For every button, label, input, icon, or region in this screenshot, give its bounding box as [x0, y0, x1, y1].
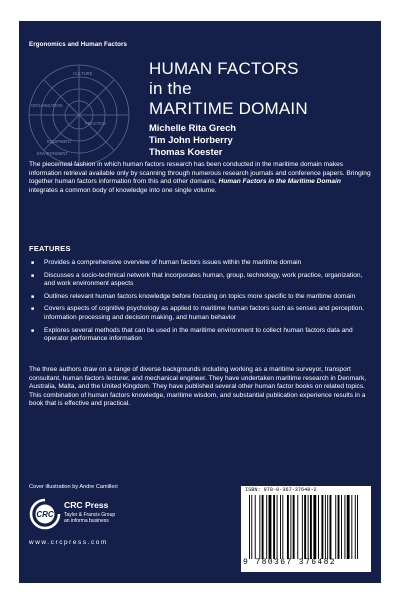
- publisher-subtitle: [64, 512, 115, 525]
- intro-text-before: The piecemeal fashion in which human factors research has been conducted in the maritime domain makes information retrieval available only by scanning through numerous research journals and conference papers. Bringing together human factors information from this and other domains,: [29, 161, 371, 186]
- feature-item: ■ Covers aspects of cognitive psychology as applied to maritime human factors such as senses and perception, information processing and decision making, and human behavior: [29, 305, 371, 322]
- intro-book-title: Human Factors in the Maritime Domain: [218, 178, 341, 186]
- intro-paragraph: [29, 161, 371, 195]
- diagram-label-culture: CULTURE: [73, 71, 93, 76]
- socio-technical-diagram: [23, 59, 135, 171]
- diagram-label-environment: ENVIRONMENT: [37, 151, 68, 156]
- feature-item: ■ Discusses a socio-technical network that incorporates human, group, technology, work practice, organization, and work environment aspects: [29, 272, 371, 289]
- features-list: [29, 259, 371, 348]
- author-3: Thomas Koester: [149, 146, 223, 157]
- author-2: Tim John Horberry: [149, 134, 233, 145]
- author-1: Michelle Rita Grech: [149, 122, 237, 133]
- authors: [149, 122, 236, 158]
- barcode-digits: 9 780367 376482: [243, 558, 337, 567]
- diagram-label-equipment: EQUIPMENT: [47, 139, 72, 144]
- crc-press-logo-icon: [28, 497, 62, 531]
- diagram-label-organization: ORGANIZATION: [31, 103, 63, 108]
- isbn-barcode: [241, 486, 371, 572]
- crc-logo-text: CRC: [36, 510, 54, 519]
- feature-item: ■ Explores several methods that can be used in the maritime environment to collect human factors data and operator performance information: [29, 327, 371, 344]
- diagram-label-practice: PRACTICE: [85, 121, 107, 126]
- title-line-1: HUMAN FACTORS: [149, 59, 299, 78]
- title-line-3: MARITIME DOMAIN: [149, 99, 308, 118]
- publisher-line-1: Taylor & Francis Group: [64, 512, 116, 518]
- publisher-url: www.crcpress.com: [29, 539, 108, 546]
- features-heading: FEATURES: [29, 244, 71, 253]
- intro-text-after: integrates a common body of knowledge into one single volume.: [29, 186, 217, 194]
- series-name: Ergonomics and Human Factors: [29, 41, 128, 48]
- barcode-icon: [249, 495, 365, 559]
- authors-bio: The three authors draw on a range of diverse backgrounds including working as a maritime surveyor, transport consultant, human factors lecturer, and mechanical engineer. They have undertaken maritime research in Denmark, Australia, Malta, and the United Kingdom. They have published several other human factor books on related topics. This combination of human factors knowledge, maritime wisdom, and substantial publication experience results in a book that is effective and practical.: [29, 366, 367, 408]
- feature-item: ■ Provides a comprehensive overview of human factors issues within the maritime domain: [29, 259, 371, 268]
- feature-item: ■ Outlines relevant human factors knowledge before focusing on topics more specific to the maritime domain: [29, 293, 371, 302]
- publisher-name: CRC Press: [64, 500, 109, 510]
- title-line-2: in the: [149, 79, 192, 98]
- cover-credit: Cover illustration by Andre Camilleri: [29, 484, 118, 490]
- book-title: [149, 59, 308, 119]
- isbn-text: ISBN: 978-0-367-37648-2: [245, 487, 317, 493]
- publisher-line-2: an informa business: [64, 518, 109, 525]
- back-cover: [19, 21, 381, 583]
